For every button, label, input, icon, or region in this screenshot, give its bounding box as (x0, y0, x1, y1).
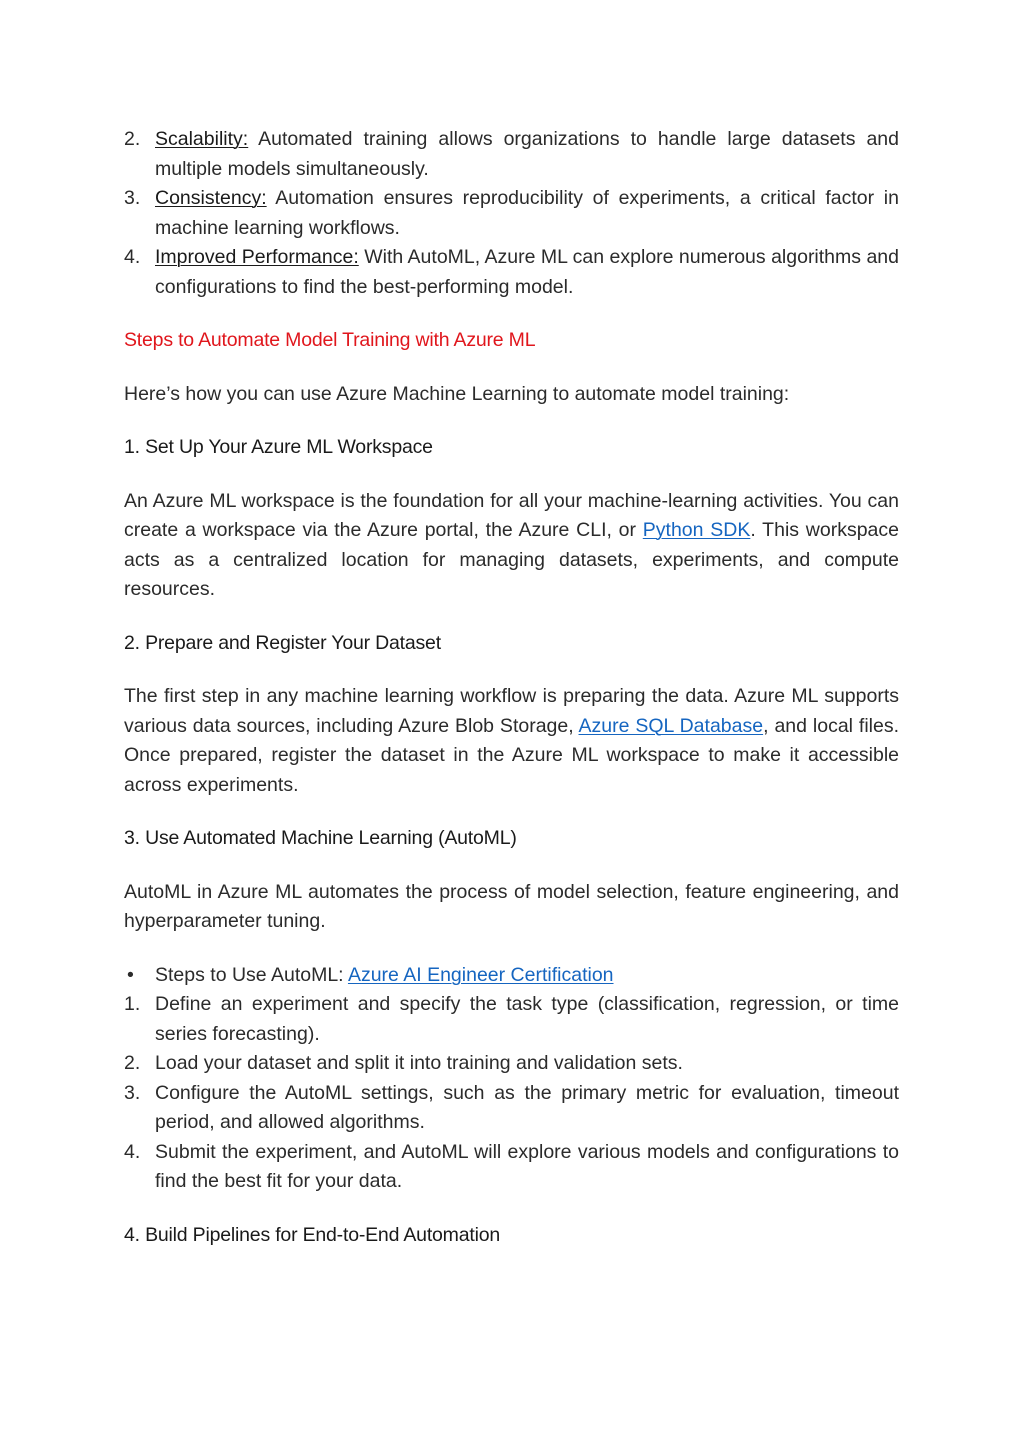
list-item (124, 243, 899, 302)
step4-heading: 4. Build Pipelines for End-to-End Automation (124, 1223, 501, 1246)
list-item (124, 990, 899, 1049)
step2-heading: 2. Prepare and Register Your Dataset (124, 631, 441, 654)
list-number: 1. (124, 993, 141, 1015)
azure-ai-engineer-certification-link[interactable]: Azure AI Engineer Certification (347, 963, 614, 986)
bullet-label: Steps to Use AutoML: (155, 963, 348, 986)
list-number: 4. (124, 246, 141, 268)
list-item (124, 184, 899, 243)
list-number: 3. (124, 187, 141, 209)
python-sdk-link[interactable]: Python SDK (642, 519, 751, 541)
bullet-dot: • (127, 963, 134, 986)
step1-heading: 1. Set Up Your Azure ML Workspace (124, 436, 433, 458)
list-term: Consistency: (155, 187, 267, 209)
intro-paragraph: Here’s how you can use Azure Machine Learning to automate model training: (124, 382, 790, 405)
list-item (124, 125, 899, 184)
list-term: Improved Performance: (155, 246, 359, 268)
list-term: Scalability: (155, 128, 249, 150)
list-number: 3. (124, 1081, 141, 1104)
list-text: Automated training allows organizations to handle large datasets and multiple models simultaneously. (155, 128, 899, 180)
automl-steps-list (124, 990, 899, 1197)
list-text: With AutoML, Azure ML can explore numerous algorithms and configurations to find the best-performing model. (155, 246, 899, 298)
section-title: Steps to Automate Model Training with Azure ML (124, 329, 536, 351)
benefits-list (124, 125, 899, 302)
list-number: 4. (124, 1140, 141, 1163)
list-text: Configure the AutoML settings, such as the primary metric for evaluation, timeout period, and allowed algorithms. (155, 1081, 899, 1133)
list-item (124, 1079, 899, 1138)
list-item (124, 1138, 899, 1197)
list-text: Submit the experiment, and AutoML will explore various models and configurations to find the best fit for your data. (155, 1140, 899, 1192)
step2-paragraph (124, 682, 899, 800)
list-number: 2. (124, 1052, 141, 1074)
step1-paragraph (124, 487, 899, 605)
list-text: Define an experiment and specify the task type (classification, regression, or time series forecasting). (155, 993, 899, 1045)
step3-heading: 3. Use Automated Machine Learning (AutoML) (124, 827, 517, 849)
list-item (124, 1049, 899, 1079)
azure-sql-database-link[interactable]: Azure SQL Database (578, 714, 764, 737)
list-text: Automation ensures reproducibility of experiments, a critical factor in machine learning workflows. (155, 187, 899, 239)
step2-text-before: The first step in any machine learning workflow is preparing the data. Azure ML supports various data sources, including Azure Blob Storage, (124, 685, 899, 737)
step1-text-after: . This workspace acts as a centralized location for managing datasets, experiments, and compute resources. (124, 519, 899, 600)
automl-bullet (124, 961, 899, 991)
step1-text-before: An Azure ML workspace is the foundation for all your machine-learning activities. You can create a workspace via the Azure portal, the Azure CLI, or (124, 489, 899, 541)
step3-paragraph: AutoML in Azure ML automates the process of model selection, feature engineering, and hyperparameter tuning. (124, 880, 899, 932)
list-text: Load your dataset and split it into training and validation sets. (155, 1052, 683, 1074)
document-page (124, 125, 899, 1250)
step2-text-after: , and local files. Once prepared, register the dataset in the Azure ML workspace to make it accessible across experiments. (124, 714, 900, 796)
list-number: 2. (124, 128, 141, 150)
